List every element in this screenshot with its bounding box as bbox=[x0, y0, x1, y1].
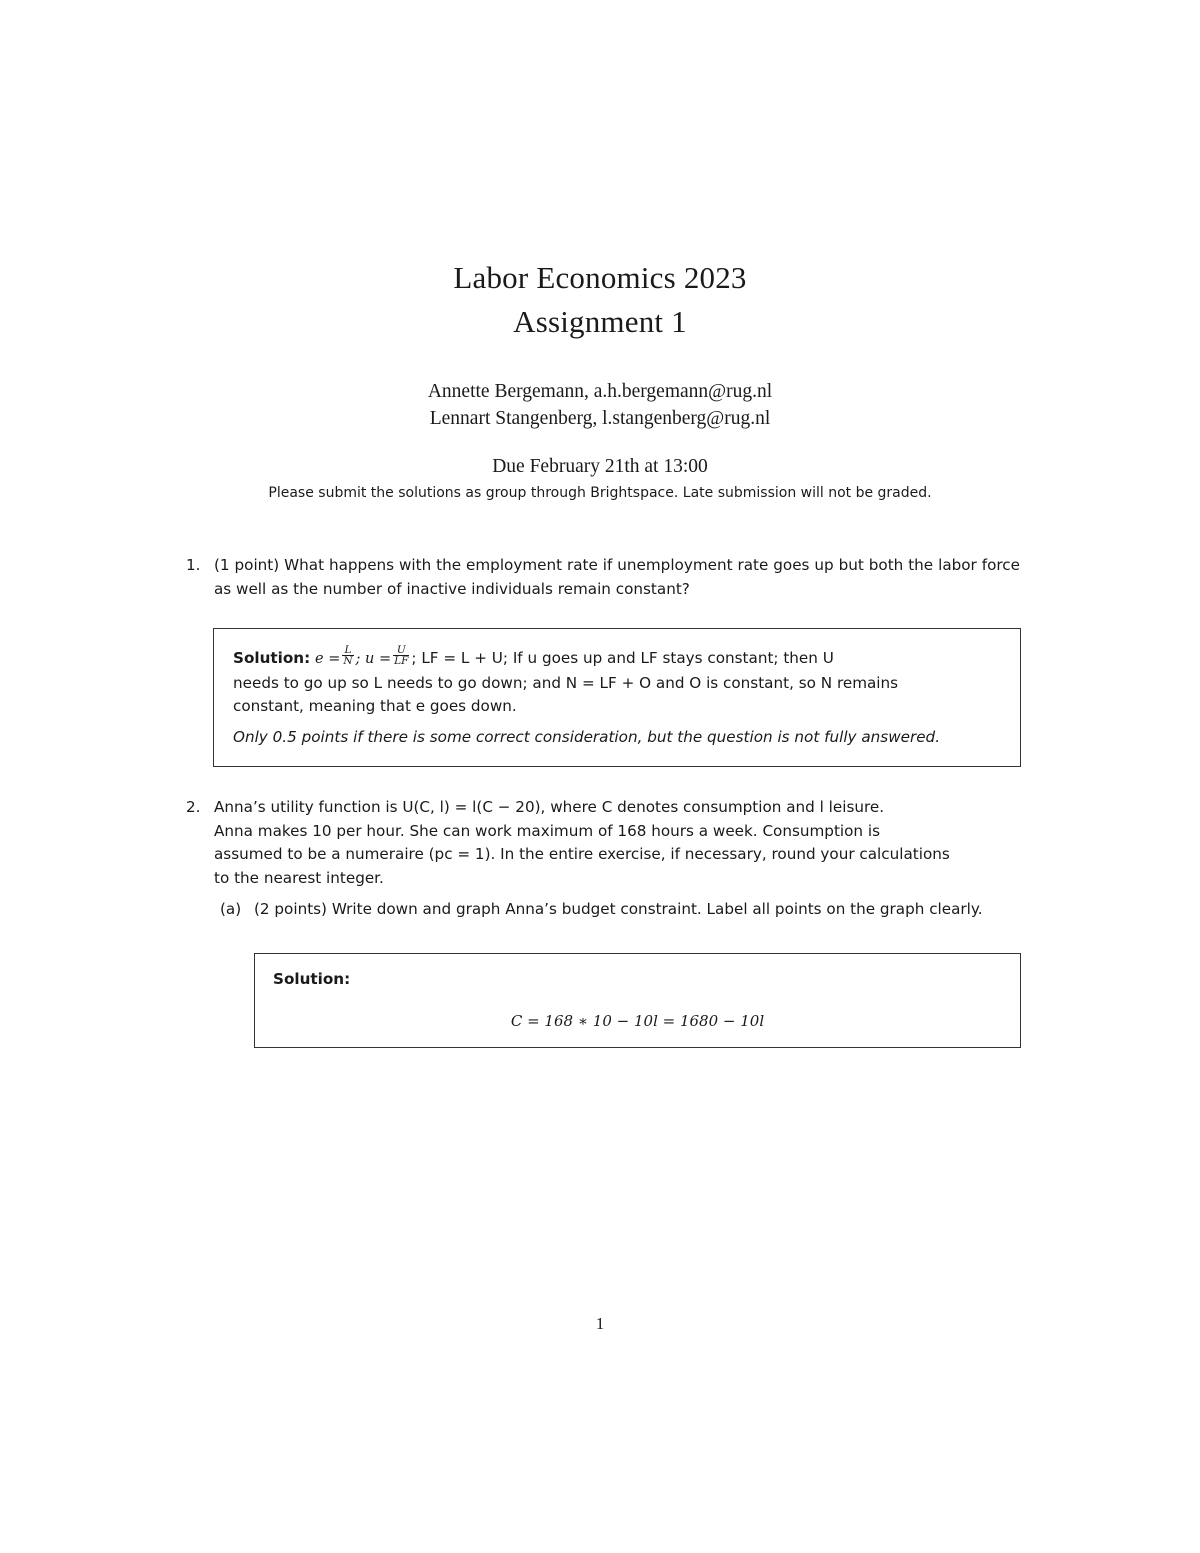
question-number: 2. bbox=[186, 798, 201, 816]
solution-box-2a bbox=[254, 953, 1021, 1048]
question-2a bbox=[220, 898, 1020, 922]
fraction-l-over-n bbox=[342, 645, 353, 666]
solution-line-2: needs to go up so L needs to go down; and N = LF + O and O is constant, so N remains bbox=[233, 673, 899, 692]
solution-line-1-rest: ; LF = L + U; If u goes up and LF stays constant; then U bbox=[411, 649, 834, 667]
solution-label: Solution: bbox=[273, 970, 351, 988]
question-number: 1. bbox=[186, 556, 201, 574]
fraction-u-over-lf bbox=[393, 645, 409, 666]
document-subtitle: Assignment 1 bbox=[513, 304, 687, 339]
math-inline: ; u = bbox=[355, 651, 392, 667]
title-block bbox=[0, 256, 1200, 344]
fraction-numerator: L bbox=[342, 645, 353, 656]
budget-constraint-equation: C = 168 ∗ 10 − 10l = 1680 − 10l bbox=[510, 1012, 765, 1030]
question-text-line: Anna’s utility function is U(C, l) = l(C − 20), where C denotes consumption and l leisure. bbox=[214, 798, 885, 816]
author-line: Annette Bergemann, a.h.bergemann@rug.nl bbox=[427, 381, 773, 402]
author-line: Lennart Stangenberg, l.stangenberg@rug.nl bbox=[429, 408, 771, 429]
question-1 bbox=[186, 554, 1020, 601]
authors-block bbox=[0, 378, 1200, 432]
question-text-line: Anna makes 10 per hour. She can work maximum of 168 hours a week. Consumption is bbox=[214, 821, 881, 840]
document-title: Labor Economics 2023 bbox=[453, 260, 747, 295]
solution-text bbox=[233, 644, 1001, 719]
subpart-label: (a) bbox=[220, 900, 242, 918]
question-text-line: assumed to be a numeraire (pc = 1). In the entire exercise, if necessary, round your calculations bbox=[214, 845, 950, 863]
subpart-text: (2 points) Write down and graph Anna’s budget constraint. Label all points on the graph clearly. bbox=[254, 900, 983, 918]
fraction-denominator: LF bbox=[394, 655, 409, 667]
fraction-denominator: N bbox=[343, 655, 353, 667]
question-2 bbox=[186, 796, 1020, 890]
grading-note: Only 0.5 points if there is some correct consideration, but the question is not fully answered. bbox=[233, 727, 941, 746]
due-date: Due February 21th at 13:00 bbox=[492, 456, 708, 477]
page-number: 1 bbox=[595, 1314, 605, 1333]
math-inline: e = bbox=[315, 651, 341, 667]
submission-note: Please submit the solutions as group through Brightspace. Late submission will not be graded. bbox=[268, 485, 932, 501]
solution-label: Solution: bbox=[233, 649, 311, 667]
question-text: (1 point) What happens with the employment rate if unemployment rate goes up but both the labor force as well as the number of inactive individuals remain constant? bbox=[214, 556, 1020, 598]
question-text-line: to the nearest integer. bbox=[214, 868, 384, 887]
solution-box-1 bbox=[213, 628, 1021, 767]
fraction-numerator: U bbox=[393, 645, 409, 656]
solution-line-3: constant, meaning that e goes down. bbox=[233, 697, 517, 715]
